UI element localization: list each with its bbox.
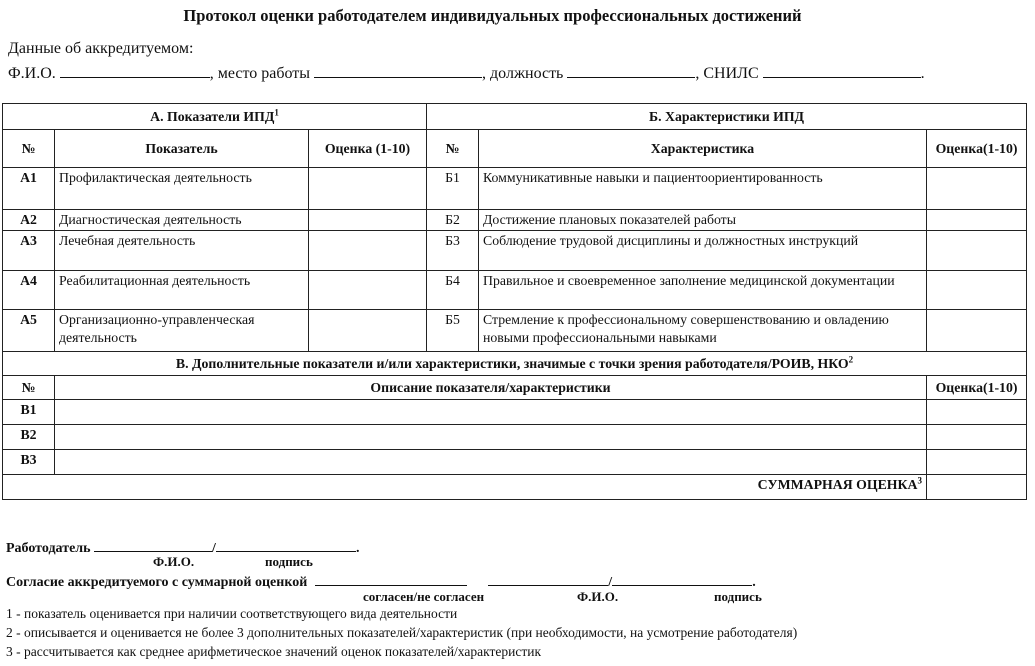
table-row: В1 <box>3 400 1027 425</box>
fio-label: Ф.И.О. <box>8 65 56 82</box>
agree-caption: согласен/не согласен <box>363 589 485 604</box>
accredited-label: Данные об аккредитуемом: <box>8 40 194 57</box>
table-row: А1 Профилактическая деятельность Б1 Коммуникативные навыки и пациентоориентированность <box>3 168 1027 210</box>
footnote-1: 1 - показатель оценивается при наличии соответствующего вида деятельности <box>6 606 458 621</box>
description-cell[interactable] <box>55 425 927 450</box>
position-label: , должность <box>482 65 564 82</box>
description-cell[interactable] <box>55 400 927 425</box>
table-row: В3 <box>3 450 1027 475</box>
score-cell[interactable] <box>927 231 1027 271</box>
score-cell[interactable] <box>927 425 1027 450</box>
description-cell[interactable] <box>55 450 927 475</box>
col-num-a: № <box>3 130 55 168</box>
position-field[interactable] <box>567 62 695 78</box>
score-cell[interactable] <box>927 450 1027 475</box>
snils-field[interactable] <box>763 62 921 78</box>
score-cell[interactable] <box>309 168 427 210</box>
score-cell[interactable] <box>927 210 1027 231</box>
col-score-a: Оценка (1-10) <box>309 130 427 168</box>
score-cell[interactable] <box>927 400 1027 425</box>
snils-label: , СНИЛС <box>695 65 759 82</box>
fio-caption: Ф.И.О. <box>153 554 195 569</box>
consent-sign-field[interactable] <box>612 570 752 586</box>
table-row: А5 Организационно-управленческая деятельность Б5 Стремление к профессиональному совершенствованию и овладению новыми профессиональными навыками <box>3 310 1027 352</box>
employer-sign-field[interactable] <box>216 536 356 552</box>
col-num-v: № <box>3 376 55 400</box>
document-title: Протокол оценки работодателем индивидуальных профессиональных достижений <box>183 6 802 25</box>
workplace-label: , место работы <box>209 65 311 82</box>
consent-line: Согласие аккредитуемого с суммарной оценкой / . <box>6 570 756 591</box>
col-description: Описание показателя/характеристики <box>55 376 927 400</box>
table-row: А4 Реабилитационная деятельность Б4 Правильное и своевременное заполнение медицинской документации <box>3 271 1027 310</box>
total-label: СУММАРНАЯ ОЦЕНКА$^3$ <box>3 475 927 500</box>
col-score-v: Оценка(1-10) <box>927 376 1027 400</box>
total-score-cell[interactable] <box>927 475 1027 500</box>
section-b-header: Б. Характеристики ИПД <box>427 104 1027 130</box>
footnote-2: 2 - описывается и оценивается не более 3 дополнительных показателей/характеристик (при необходимости, на усмотрение работодателя) <box>6 625 798 640</box>
score-cell[interactable] <box>927 168 1027 210</box>
table-row: А3 Лечебная деятельность Б3 Соблюдение трудовой дисциплины и должностных инструкций <box>3 231 1027 271</box>
score-cell[interactable] <box>927 310 1027 352</box>
sign-caption: подпись <box>265 554 313 569</box>
score-cell[interactable] <box>927 271 1027 310</box>
consent-field[interactable] <box>315 570 467 586</box>
score-cell[interactable] <box>309 210 427 231</box>
footnote-3: 3 - рассчитывается как среднее арифметическое значений оценок показателей/характеристик <box>6 644 542 659</box>
accredited-fields <box>8 62 925 83</box>
col-score-b: Оценка(1-10) <box>927 130 1027 168</box>
table-row: А2 Диагностическая деятельность Б2 Достижение плановых показателей работы <box>3 210 1027 231</box>
workplace-field[interactable] <box>314 62 482 78</box>
col-characteristic: Характеристика <box>479 130 927 168</box>
sign-caption-2: подпись <box>714 589 762 604</box>
section-a-header: А. Показатели ИПД$^1$ <box>3 104 427 130</box>
score-cell[interactable] <box>309 231 427 271</box>
col-indicator: Показатель <box>55 130 309 168</box>
score-cell[interactable] <box>309 310 427 352</box>
fio-caption-2: Ф.И.О. <box>577 589 619 604</box>
fio-field[interactable] <box>60 62 210 78</box>
end-dot: . <box>920 65 925 82</box>
consent-fio-field[interactable] <box>488 570 608 586</box>
table-row: В2 <box>3 425 1027 450</box>
score-cell[interactable] <box>309 271 427 310</box>
assessment-table <box>2 103 1027 500</box>
employer-line: Работодатель / . <box>6 536 359 557</box>
col-num-b: № <box>427 130 479 168</box>
employer-fio-field[interactable] <box>94 536 212 552</box>
section-v-header: В. Дополнительные показатели и/или характеристики, значимые с точки зрения работодателя/РОИВ, НКО$^2$ <box>3 352 1027 376</box>
